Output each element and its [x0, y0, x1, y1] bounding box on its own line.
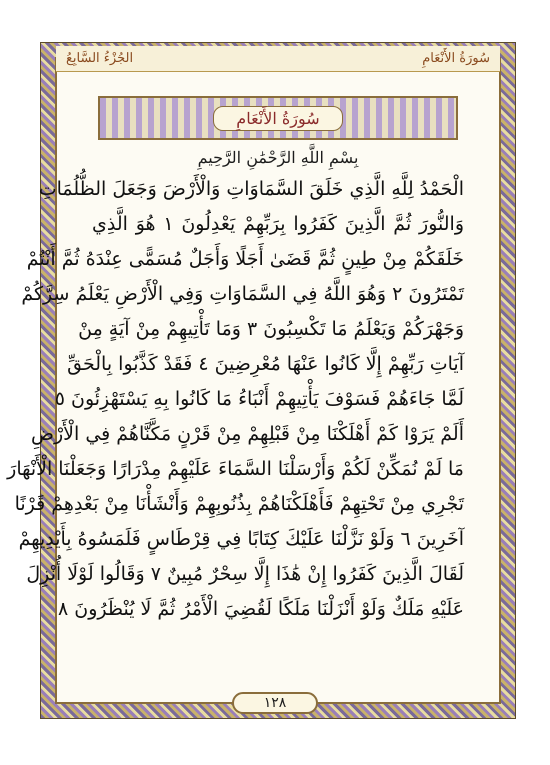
verse-line: وَالنُّورَ ثُمَّ الَّذِينَ كَفَرُوا بِرَبِّهِمْ يَعْدِلُونَ ١ هُوَ الَّذِي — [92, 213, 464, 235]
verse-line: مَا لَمْ نُمَكِّنْ لَكُمْ وَأَرْسَلْنَا السَّمَاءَ عَلَيْهِمْ مِدْرَارًا وَجَعَلْنَا الْأَنْهَارَ — [7, 458, 464, 480]
verse-line: تَمْتَرُونَ ٢ وَهُوَ اللَّهُ فِي السَّمَاوَاتِ وَفِي الْأَرْضِ يَعْلَمُ سِرَّكُمْ — [21, 283, 464, 305]
page-number-box — [232, 692, 318, 714]
verse-line: لَقَالَ الَّذِينَ كَفَرُوا إِنْ هَٰذَا إِلَّا سِحْرٌ مُبِينٌ ٧ وَقَالُوا لَوْلَا أُنْزِلَ — [26, 563, 464, 585]
verse-line: خَلَقَكُمْ مِنْ طِينٍ ثُمَّ قَضَىٰ أَجَلًا وَأَجَلٌ مُسَمًّى عِنْدَهُ ثُمَّ أَنْتُمْ — [26, 248, 464, 270]
verse-line: آيَاتِ رَبِّهِمْ إِلَّا كَانُوا عَنْهَا مُعْرِضِينَ ٤ فَقَدْ كَذَّبُوا بِالْحَقِّ — [67, 353, 464, 375]
basmala: بِسْمِ اللَّهِ الرَّحْمَٰنِ الرَّحِيمِ — [197, 148, 359, 167]
verse-line: عَلَيْهِ مَلَكٌ وَلَوْ أَنْزَلْنَا مَلَكًا لَقُضِيَ الْأَمْرُ ثُمَّ لَا يُنْظَرُونَ ٨ — [57, 598, 464, 620]
page-number: ١٢٨ — [263, 695, 287, 711]
surah-banner — [98, 96, 458, 140]
juz-label: الجُزْءُ السَّابِعُ — [66, 51, 134, 66]
surah-name-header: سُورَةُ الأَنْعَامِ — [422, 51, 490, 66]
verse-line: وَجَهْرَكُمْ وَيَعْلَمُ مَا تَكْسِبُونَ ٣ وَمَا تَأْتِيهِمْ مِنْ آيَةٍ مِنْ — [78, 318, 464, 340]
verse-line: تَجْرِي مِنْ تَحْتِهِمْ فَأَهْلَكْنَاهُمْ بِذُنُوبِهِمْ وَأَنْشَأْنَا مِنْ بَعْدِهِمْ قَرْنًا — [14, 493, 464, 515]
page-header — [56, 46, 500, 72]
verse-line: لَمَّا جَاءَهُمْ فَسَوْفَ يَأْتِيهِمْ أَنْبَاءُ مَا كَانُوا بِهِ يَسْتَهْزِئُونَ ٥ — [54, 388, 464, 410]
surah-title: سُورَةُ الأَنْعَامِ — [213, 106, 342, 131]
verse-line: آخَرِينَ ٦ وَلَوْ نَزَّلْنَا عَلَيْكَ كِتَابًا فِي قِرْطَاسٍ فَلَمَسُوهُ بِأَيْدِيهِمْ — [18, 528, 464, 550]
verse-line: أَلَمْ يَرَوْا كَمْ أَهْلَكْنَا مِنْ قَبْلِهِمْ مِنْ قَرْنٍ مَكَّنَّاهُمْ فِي الْأَرْضِ — [31, 423, 464, 445]
verse-line: الْحَمْدُ لِلَّهِ الَّذِي خَلَقَ السَّمَاوَاتِ وَالْأَرْضَ وَجَعَلَ الظُّلُمَاتِ — [38, 178, 464, 200]
verse-text-block — [7, 172, 464, 627]
